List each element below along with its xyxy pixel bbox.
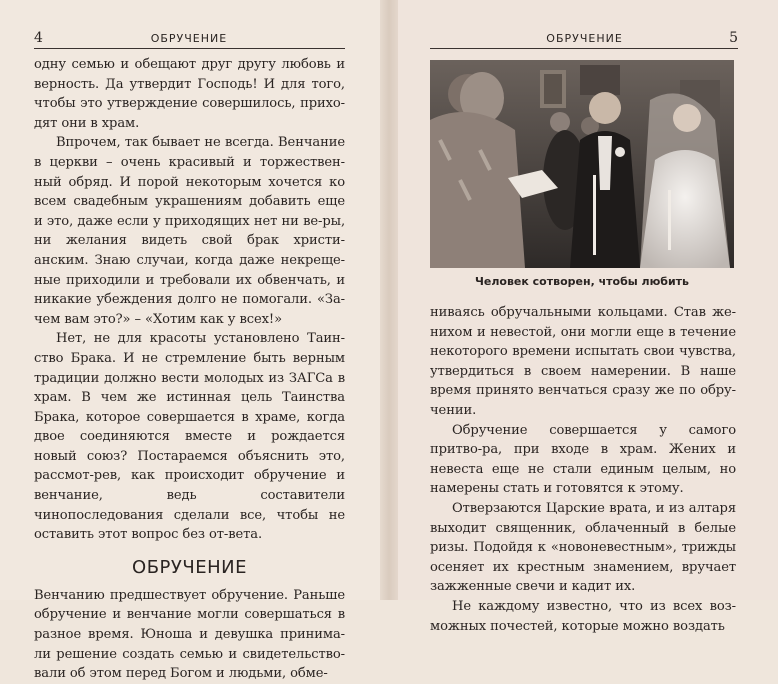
left-page-number: 4 (34, 30, 43, 46)
book-gutter (380, 0, 398, 600)
right-paragraph-1: ниваясь обручальными кольцами. Став же-нихом и невестой, они могли еще в течение некоторого времени испытать свои чувства, утвердиться в своем намерении. В наше время принято венчаться сразу же по обру-чении. (430, 305, 736, 418)
right-paragraph-3: Отверзаются Царские врата, и из алтаря выходит священник, облаченный в белые ризы. Подойдя к «новоневестным», трижды осеняет их крестным знамением, вручает зажженные свечи и кадит их. (430, 500, 736, 595)
section-title: ОБРУЧЕНИЕ (132, 556, 247, 578)
wedding-photo-illustration (430, 60, 734, 268)
section-paragraph: Венчанию предшествует обручение. Раньше обручение и венчание могли совершаться в разное время. Юноша и девушка принима-ли решение создать семью и свидетельство-вали об этом перед Богом и людьми, обме- (34, 587, 345, 682)
left-paragraph-1: одну семью и обещают друг другу любовь и верность. Да утвердит Господь! И для того, чтобы это утверждение совершилось, прихо-дят они в храм. (34, 57, 345, 131)
wedding-photo (430, 60, 734, 268)
left-page-body (34, 55, 345, 684)
right-paragraph-4: Не каждому известно, что из всех воз-можных почестей, которые можно воздать (430, 598, 736, 634)
left-running-title: ОБРУЧЕНИЕ (150, 32, 228, 45)
right-running-title: ОБРУЧЕНИЕ (546, 32, 623, 45)
left-running-head (34, 30, 345, 49)
left-paragraph-2: Впрочем, так бывает не всегда. Венчание в церкви – очень красивый и торжествен-ный обряд. И порой некоторым хочется ко всем свадебным украшениям добавить еще и это, даже если у приходящих нет ни ве-ры, ни желания видеть свой брак христи-анским. Знаю случаи, когда даже некреще-ные приходили и требовали их обвенчать, и никакие убеждения долго не помогали. «За-чем вам это?» – «Хотим как у всех!» (34, 135, 345, 327)
right-paragraph-2: Обручение совершается у самого притво-ра, при входе в храм. Жених и невеста еще не стали единым целым, но намерены стать и готовятся к этому. (430, 422, 736, 497)
left-page (0, 0, 388, 682)
right-page-number: 5 (729, 30, 738, 46)
photo-caption: Человек сотворен, чтобы любить (474, 275, 689, 288)
right-running-head (430, 30, 738, 49)
right-page-body (430, 303, 736, 636)
left-paragraph-3: Нет, не для красоты установлено Таин-ство Брака. И не стремление быть верным традиции должно вести молодых из ЗАГСа в храм. В чем же истинная цель Таинства Брака, которое совершается в храме, когда двое соединяются вместе и рождается новый союз? Постараемся объяснить это, рассмот-рев, как происходит обручение и венчание, ведь составители чинопоследования сделали все, чтобы не оставить этот вопрос без от-вета. (34, 331, 345, 543)
